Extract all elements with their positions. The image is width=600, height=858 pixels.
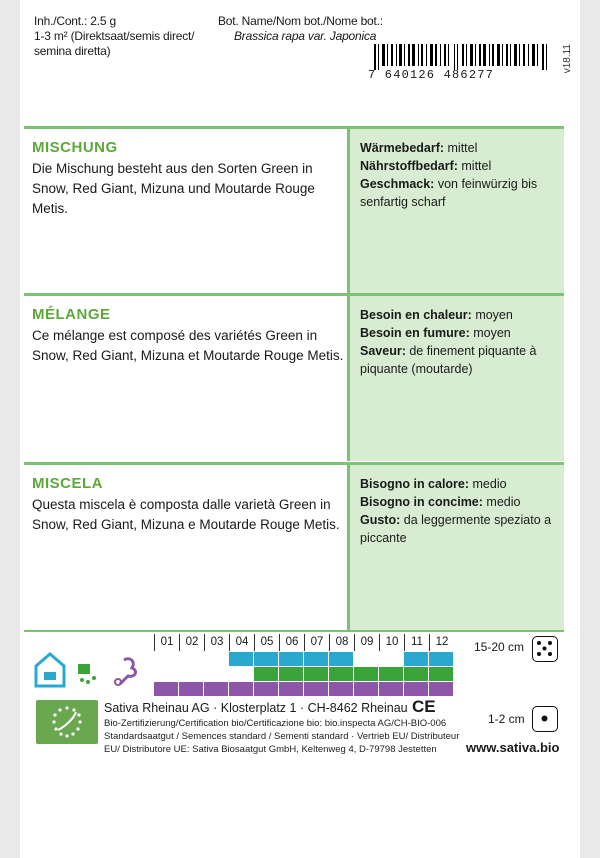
calendar-cell: [179, 667, 204, 681]
calendar-cell: [254, 667, 279, 681]
calendar-row: [154, 667, 454, 681]
property-item: Gusto: da leggermente speziato a piccante: [360, 513, 552, 545]
property-item: Geschmack: von feinwürzig bis senfartig scharf: [360, 177, 538, 209]
section-french: [24, 293, 564, 461]
calendar-cell: [404, 652, 429, 666]
property-item: Bisogno in concime: medio: [360, 495, 521, 509]
section-text: Die Mischung besteht aus den Sorten Green in Snow, Red Giant, Mizuna und Moutarde Rouge Metis.: [32, 161, 315, 216]
calendar-cell: [254, 652, 279, 666]
month-label: 07: [304, 634, 329, 651]
calendar-cell: [229, 682, 254, 696]
calendar-cell: [304, 682, 329, 696]
calendar-months: [154, 634, 454, 651]
left-margin: [0, 0, 20, 858]
calendar-row: [154, 652, 454, 666]
sowing-depth: 1-2 cm: [488, 712, 525, 726]
calendar-cell: [379, 682, 404, 696]
section-title: MISCELA: [32, 475, 103, 492]
section-italian: [24, 462, 564, 630]
barcode-number: 7 640126 486277: [368, 68, 495, 82]
calendar-cell: [154, 667, 179, 681]
month-label: 04: [229, 634, 254, 651]
calendar-cell: [354, 652, 379, 666]
section-description-panel: [24, 465, 350, 630]
section-properties-panel: [350, 296, 564, 461]
calendar-cell: [304, 667, 329, 681]
calendar-cell: [179, 682, 204, 696]
property-item: Bisogno in calore: medio: [360, 477, 507, 491]
month-label: 12: [429, 634, 454, 651]
calendar-cell: [379, 652, 404, 666]
calendar-cell: [404, 667, 429, 681]
website-link[interactable]: www.sativa.bio: [466, 740, 560, 755]
calendar-cell: [304, 652, 329, 666]
month-label: 02: [179, 634, 204, 651]
month-label: 05: [254, 634, 279, 651]
calendar-cell: [204, 667, 229, 681]
content-info: [34, 14, 194, 59]
section-description-panel: [24, 296, 350, 461]
eu-organic-logo: [36, 700, 98, 744]
botanical-label: Bot. Name/Nom bot./Nome bot.:: [218, 14, 383, 28]
row-spacing: 15-20 cm: [474, 640, 525, 654]
calendar-row: [154, 682, 454, 696]
properties-list: [360, 306, 560, 378]
calendar-cell: [429, 652, 454, 666]
sowing-icon: [72, 652, 104, 688]
properties-list: [360, 139, 560, 211]
sowing-calendar: [154, 634, 454, 696]
botanical-name: [218, 14, 383, 44]
content-line-3: semina diretta): [34, 44, 111, 58]
botanical-value: Brassica rapa var. Japonica: [234, 29, 377, 43]
version-label: v18.11: [562, 44, 573, 74]
property-item: Nährstoffbedarf: mittel: [360, 159, 492, 173]
calendar-cell: [179, 652, 204, 666]
greenhouse-icon: [34, 652, 66, 688]
calendar-cell: [154, 682, 179, 696]
property-item: Besoin en fumure: moyen: [360, 326, 511, 340]
calendar-cell: [354, 682, 379, 696]
calendar-cell: [404, 682, 429, 696]
content-line-1: Inh./Cont.: 2.5 g: [34, 14, 116, 28]
month-label: 11: [404, 634, 429, 651]
section-german: [24, 126, 564, 294]
harvest-icon: [108, 652, 140, 688]
divider: [24, 630, 564, 632]
calendar-cell: [204, 682, 229, 696]
barcode: [368, 44, 558, 84]
month-label: 03: [204, 634, 229, 651]
section-properties-panel: [350, 129, 564, 294]
section-description-panel: [24, 129, 350, 294]
calendar-cell: [429, 682, 454, 696]
calendar-cell: [229, 652, 254, 666]
ce-mark: CE: [412, 697, 436, 716]
section-text: Ce mélange est composé des variétés Green in Snow, Red Giant, Mizuna et Moutarde Rouge Metis.: [32, 328, 344, 363]
calendar-cell: [204, 652, 229, 666]
certification-text: Bio-Zertifizierung/Certification bio/Certificazione bio: bio.inspecta AG/CH-BIO-006 Standardsaatgut / Semences standard / Sementi standard · Vertrieb EU/ Distributeur EU/ Distributore UE: Sativa Biosaatgut GmbH, Keltenweg 4, D-79798 Jestetten: [104, 718, 460, 755]
depth-dice-icon: [532, 706, 558, 732]
property-item: Besoin en chaleur: moyen: [360, 308, 513, 322]
calendar-cell: [229, 667, 254, 681]
month-label: 10: [379, 634, 404, 651]
section-title: MISCHUNG: [32, 139, 118, 156]
calendar-cell: [279, 667, 304, 681]
month-label: 09: [354, 634, 379, 651]
right-margin: [580, 0, 600, 858]
section-properties-panel: [350, 465, 564, 630]
calendar-cell: [379, 667, 404, 681]
month-label: 01: [154, 634, 179, 651]
calendar-cell: [329, 682, 354, 696]
calendar-cell: [154, 652, 179, 666]
spacing-dice-icon: [532, 636, 558, 662]
section-text: Questa miscela è composta dalle varietà Green in Snow, Red Giant, Mizuna e Moutarde Rouge Metis.: [32, 497, 340, 532]
calendar-cell: [279, 682, 304, 696]
calendar-cell: [329, 652, 354, 666]
company-address: Sativa Rheinau AG · Klosterplatz 1 · CH-8462 Rheinau: [104, 701, 408, 715]
month-label: 06: [279, 634, 304, 651]
month-label: 08: [329, 634, 354, 651]
calendar-cell: [279, 652, 304, 666]
content-line-2: 1-3 m² (Direktsaat/semis direct/: [34, 29, 195, 43]
properties-list: [360, 475, 560, 547]
calendar-cell: [429, 667, 454, 681]
calendar-cell: [354, 667, 379, 681]
calendar-cell: [254, 682, 279, 696]
calendar-rows: [154, 652, 454, 696]
section-title: MÉLANGE: [32, 306, 111, 323]
property-item: Wärmebedarf: mittel: [360, 141, 478, 155]
property-item: Saveur: de finement piquante à piquante (moutarde): [360, 344, 537, 376]
calendar-cell: [329, 667, 354, 681]
barcode-icon: [368, 44, 558, 70]
